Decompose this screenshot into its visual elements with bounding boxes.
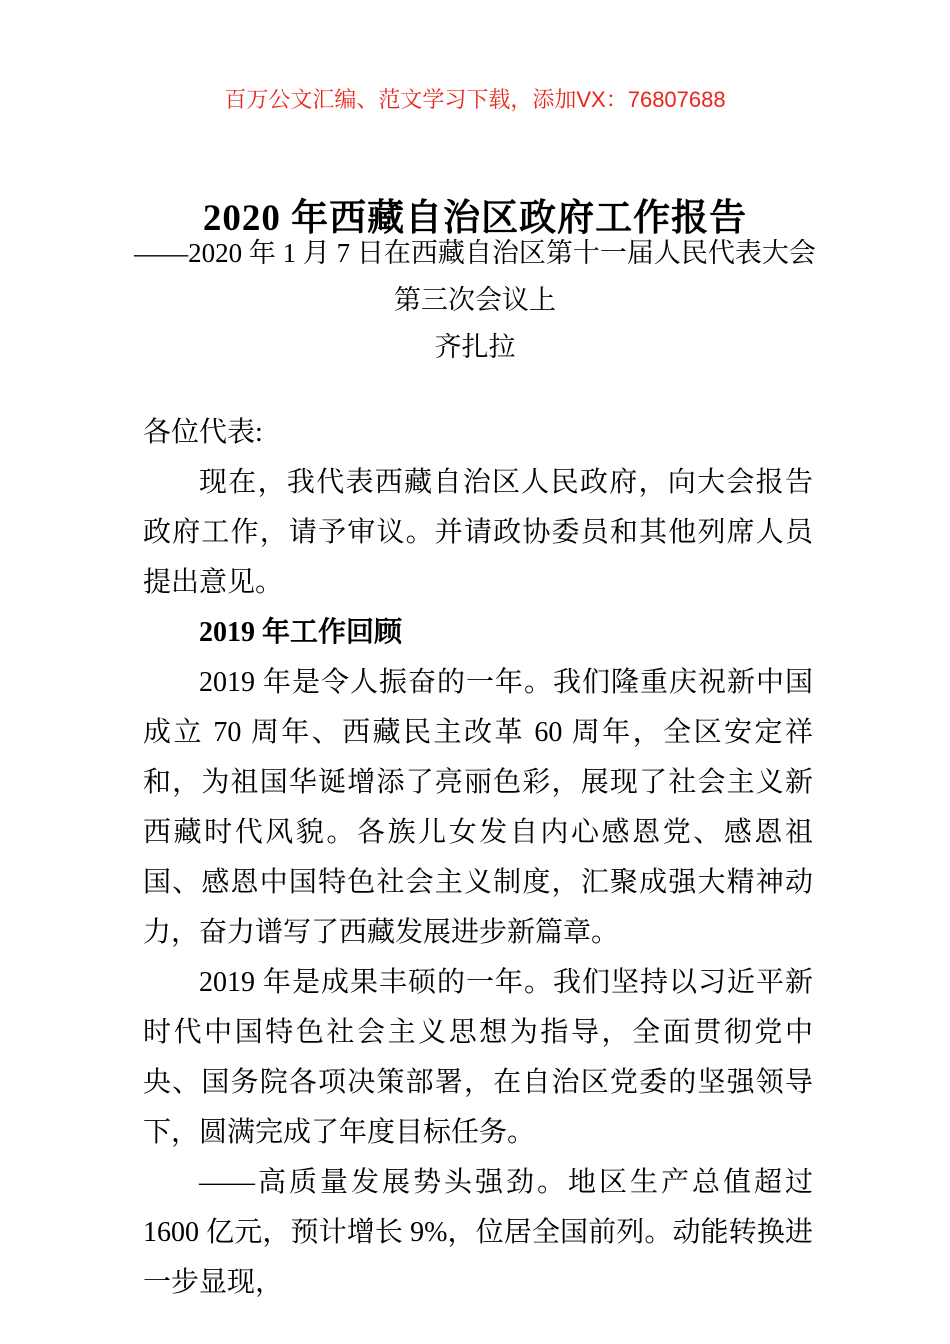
document-subtitle-line1: ——2020 年 1 月 7 日在西藏自治区第十一届人民代表大会 [134,238,816,268]
paragraph-review-inspiring-year: 2019 年是令人振奋的一年。我们隆重庆祝新中国成立 70 周年、西藏民主改革 60 周年，全区安定祥和，为祖国华诞增添了亮丽色彩，展现了社会主义新西藏时代风貌。各族儿女发自内心感恩党、感恩祖国、感恩中国特色社会主义制度，汇聚成强大精神动力，奋力谱写了西藏发展进步新篇章。 [143,667,813,948]
section-heading-2019-review: 2019 年工作回顾 [199,617,403,648]
paragraph-highlight-gdp: ——高质量发展势头强劲。地区生产总值超过 1600 亿元，预计增长 9%，位居全国前列。动能转换进一步显现， [143,1167,813,1298]
paragraph-review-fruitful-year: 2019 年是成果丰硕的一年。我们坚持以习近平新时代中国特色社会主义思想为指导，全面贯彻党中央、国务院各项决策部署，在自治区党委的坚强领导下，圆满完成了年度目标任务。 [143,967,813,1148]
paragraph-salutation: 各位代表: [143,417,263,448]
document-subtitle-line2: 第三次会议上 [394,285,556,315]
document-title: 2020 年西藏自治区政府工作报告 [202,197,748,239]
document-author: 齐扎拉 [434,332,516,362]
paragraph-intro: 现在，我代表西藏自治区人民政府，向大会报告政府工作，请予审议。并请政协委员和其他列席人员提出意见。 [143,467,813,598]
promo-banner-text: 百万公文汇编、范文学习下载，添加VX：76807688 [224,87,726,112]
document-body [143,408,813,1308]
